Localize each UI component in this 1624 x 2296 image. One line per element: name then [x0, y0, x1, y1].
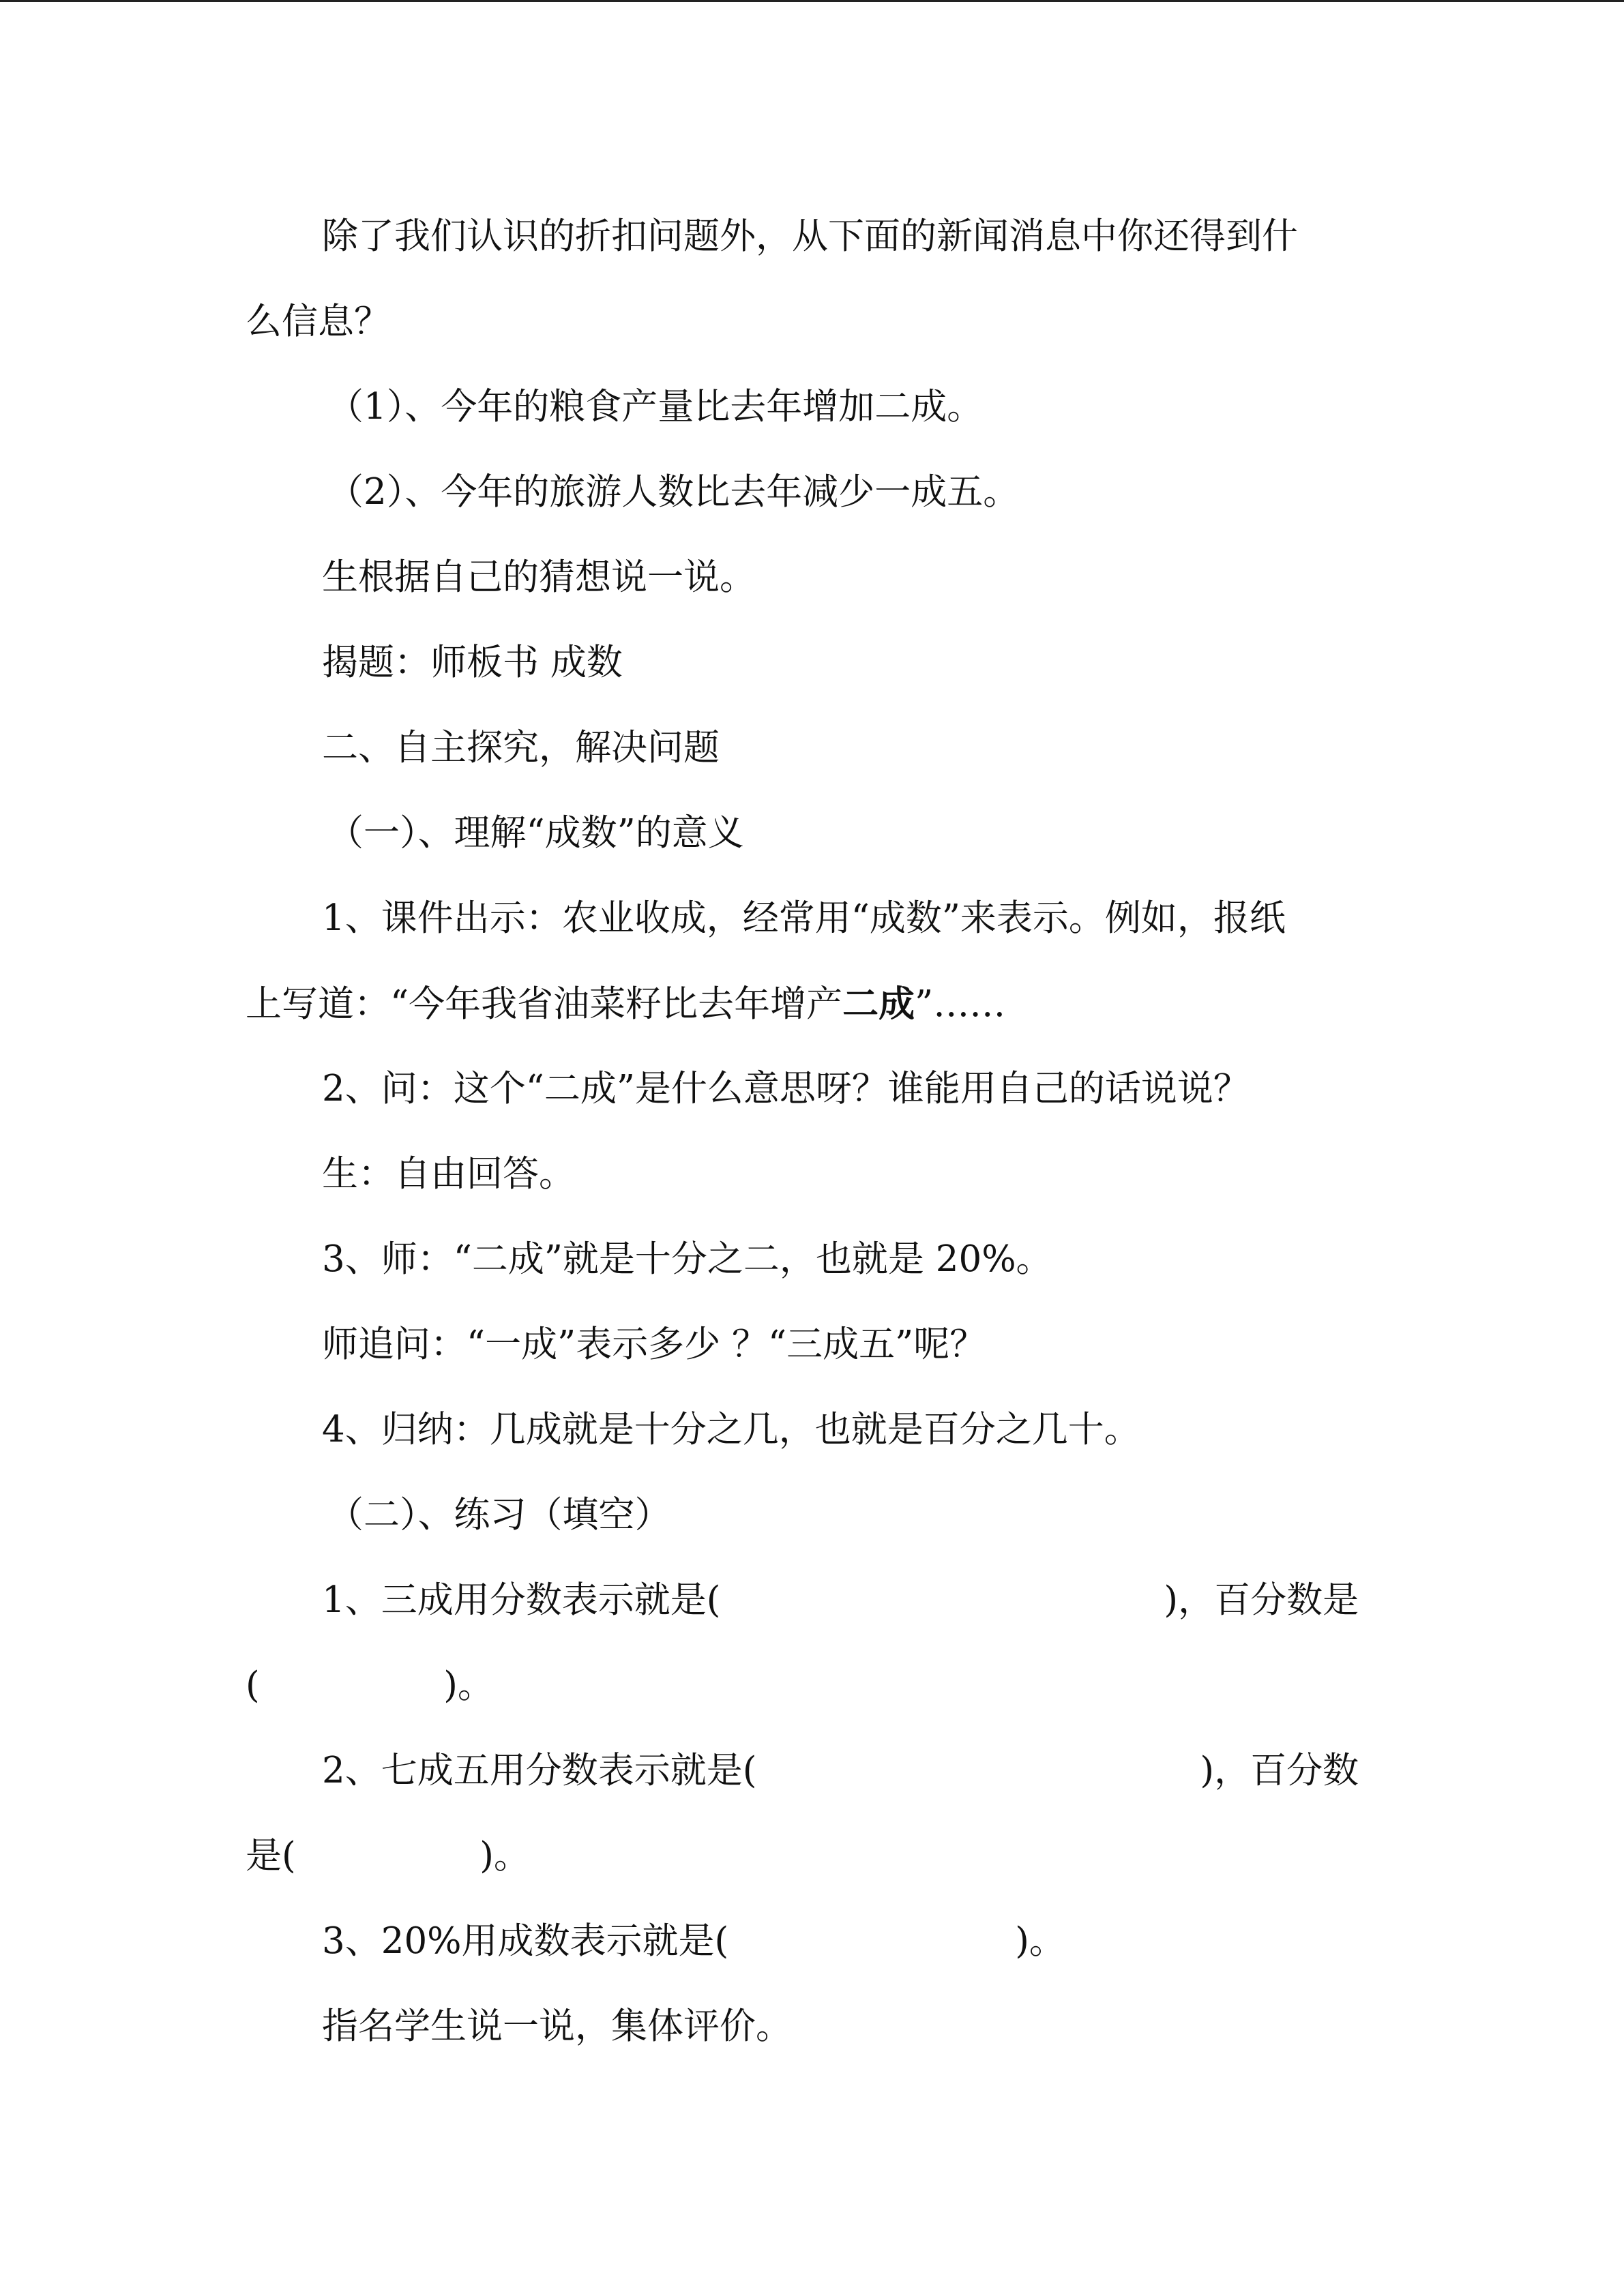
step-1-text: 上写道：“今年我省油菜籽比去年增产: [246, 983, 843, 1025]
step-1-ellipsis: ”……: [915, 983, 1006, 1025]
exercise-1-suffix: )，百分数是: [1164, 1579, 1359, 1621]
exercise-3-suffix: )。: [1015, 1920, 1065, 1962]
exercise-2-prompt: 2、七成五用分数表示就是(: [322, 1750, 757, 1791]
student-guess-text: 生根据自己的猜想说一说。: [322, 556, 756, 598]
step-1-bold-term: 二成: [842, 983, 915, 1025]
news-item-2: （2）、今年的旅游人数比去年减少一成五。: [327, 471, 1020, 513]
step-4-summary: 4、归纳：几成就是十分之几，也就是百分之几十。: [322, 1409, 1140, 1450]
subsection-heading-2: （二）、练习（填空）: [327, 1494, 671, 1536]
subsection-heading-1: （一）、理解“成数”的意义: [327, 812, 744, 854]
exercise-1-prompt: 1、三成用分数表示就是(: [322, 1579, 721, 1621]
step-3-explanation: 3、师：“二成”就是十分之二，也就是 20%。: [322, 1238, 1052, 1280]
section-heading-2: 二、自主探究，解决问题: [322, 727, 720, 769]
exercise-2-suffix: )，百分数: [1200, 1750, 1359, 1791]
paragraph-intro-line2: 么信息？: [246, 301, 390, 342]
step-1-line2: [246, 980, 1005, 1028]
exercise-3-line: [322, 1918, 1065, 1965]
step-1-line1: 1、课件出示：农业收成，经常用“成数”来表示。例如，报纸: [322, 897, 1286, 939]
news-item-1: （1）、今年的粮食产量比去年增加二成。: [327, 386, 984, 428]
step-2-question: 2、问：这个“二成”是什么意思呀？谁能用自己的话说说？: [322, 1068, 1250, 1109]
exercise-1-line1: [322, 1577, 1359, 1624]
exercise-2-line1: [322, 1747, 1359, 1795]
reveal-topic-text: 揭题：师板书 成数: [322, 642, 623, 683]
teacher-followup-question: 师追问：“一成”表示多少 ？“三成五”呢？: [322, 1324, 986, 1365]
closing-instruction: 指名学生说一说，集体评价。: [322, 2006, 792, 2047]
exercise-1-blank-percent: ( )。: [246, 1665, 494, 1706]
paragraph-intro-line1: 除了我们认识的折扣问题外，从下面的新闻消息中你还得到什: [322, 215, 1298, 257]
student-answer-text: 生：自由回答。: [322, 1153, 575, 1195]
exercise-3-prompt: 3、20%用成数表示就是(: [322, 1920, 729, 1962]
exercise-2-blank-percent: 是( )。: [246, 1835, 530, 1877]
